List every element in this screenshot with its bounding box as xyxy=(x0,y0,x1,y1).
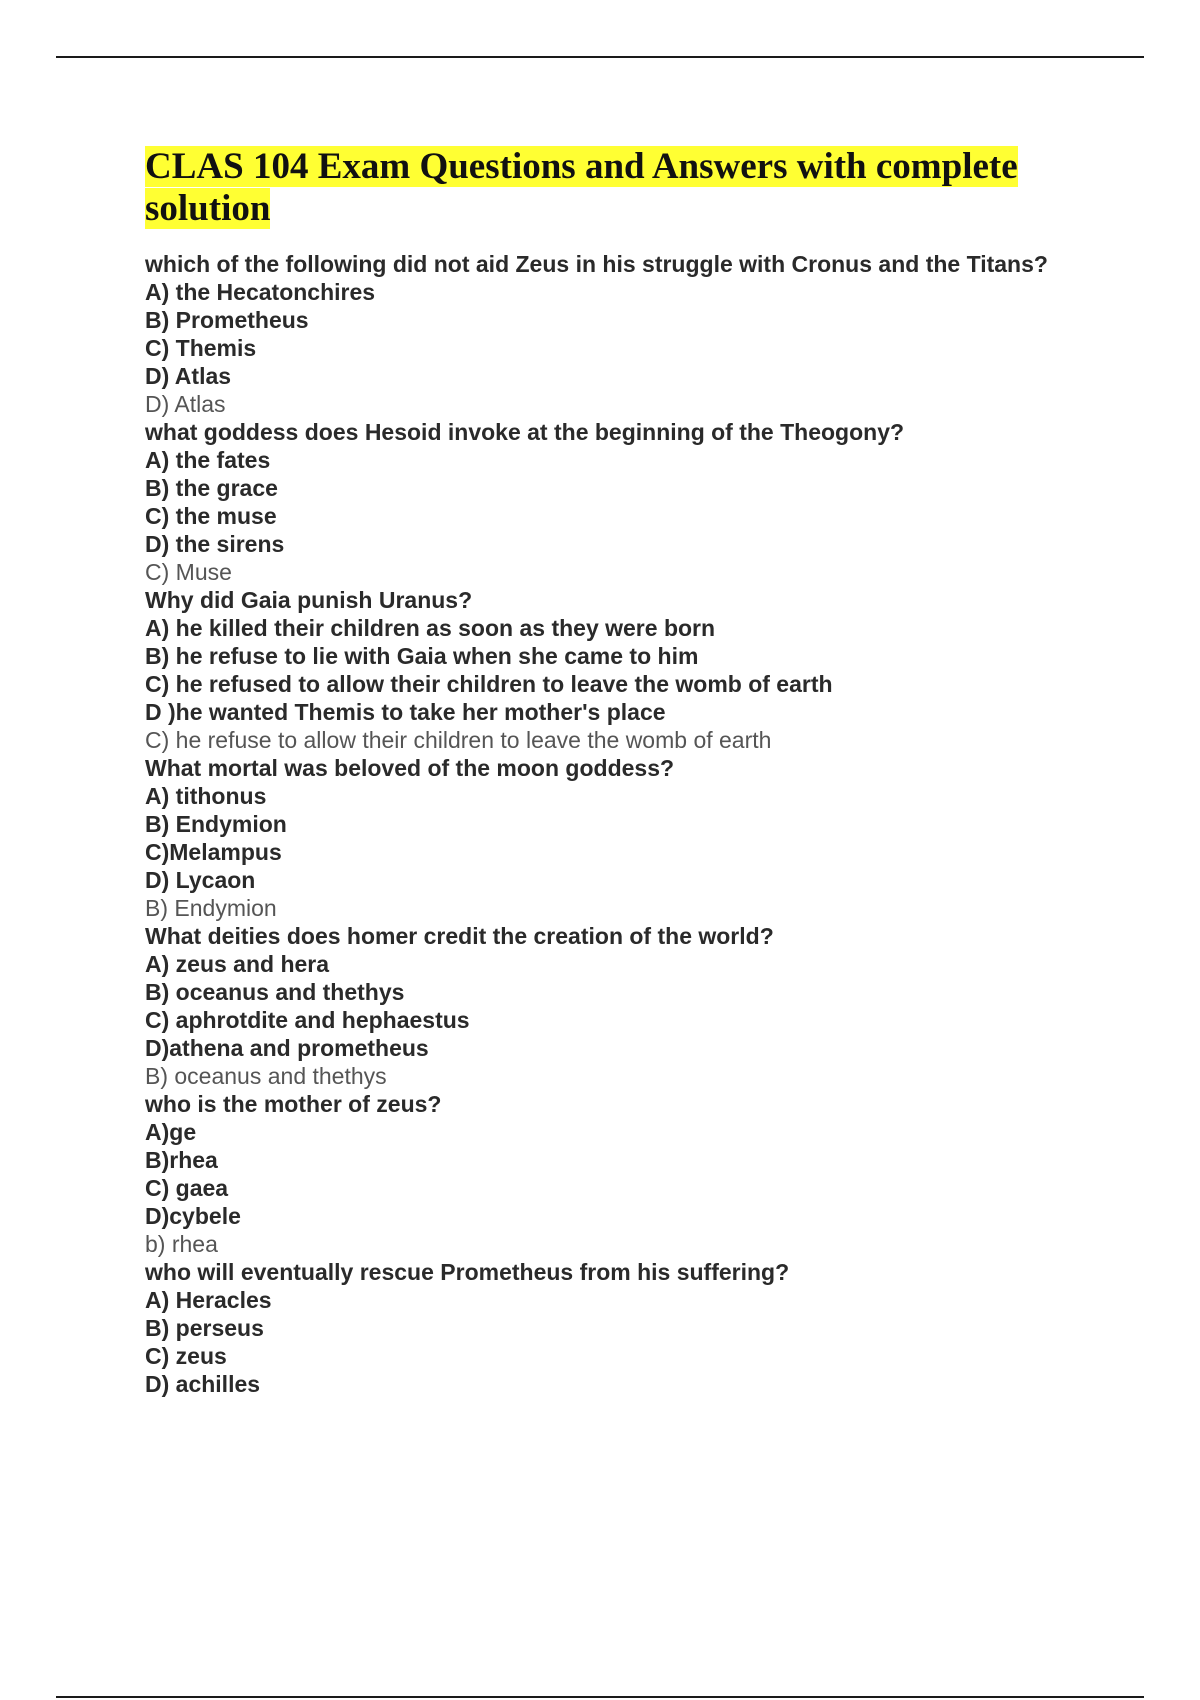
question-text: who will eventually rescue Prometheus from his suffering? xyxy=(145,1259,790,1285)
question-block xyxy=(145,250,1065,418)
question-block xyxy=(145,418,1065,586)
title-highlight: CLAS 104 Exam Questions and Answers with complete solution xyxy=(145,146,1018,229)
question-text: what goddess does Hesoid invoke at the beginning of the Theogony? xyxy=(145,419,905,445)
answer-option: D) the sirens xyxy=(145,531,285,557)
answer-option: A) the Hecatonchires xyxy=(145,279,376,305)
answer-option: B) Endymion xyxy=(145,811,287,837)
answer-option: D) Lycaon xyxy=(145,867,256,893)
answer-option: B) he refuse to lie with Gaia when she came to him xyxy=(145,643,699,669)
answer-option: C) gaea xyxy=(145,1175,229,1201)
answer-option: A) tithonus xyxy=(145,783,267,809)
answer-option: D )he wanted Themis to take her mother's place xyxy=(145,699,666,725)
answer-option: C) aphrotdite and hephaestus xyxy=(145,1007,470,1033)
answer-option: A)ge xyxy=(145,1119,197,1145)
question-list xyxy=(145,250,1065,1398)
question-text: What deities does homer credit the creation of the world? xyxy=(145,923,774,949)
question-block xyxy=(145,754,1065,922)
answer-option: C) he refused to allow their children to leave the womb of earth xyxy=(145,671,833,697)
answer-option: C)Melampus xyxy=(145,839,282,865)
answer-option: C) Themis xyxy=(145,335,257,361)
answer-option: C) zeus xyxy=(145,1343,227,1369)
correct-answer: B) oceanus and thethys xyxy=(145,1063,387,1089)
answer-option: A) the fates xyxy=(145,447,271,473)
answer-option: D)athena and prometheus xyxy=(145,1035,429,1061)
answer-option: B) oceanus and thethys xyxy=(145,979,405,1005)
answer-option: B) Prometheus xyxy=(145,307,309,333)
bottom-rule xyxy=(56,1696,1144,1698)
answer-option: A) zeus and hera xyxy=(145,951,330,977)
question-text: who is the mother of zeus? xyxy=(145,1091,442,1117)
question-text: Why did Gaia punish Uranus? xyxy=(145,587,473,613)
answer-option: D)cybele xyxy=(145,1203,241,1229)
question-block xyxy=(145,1090,1065,1258)
correct-answer: C) he refuse to allow their children to leave the womb of earth xyxy=(145,727,772,753)
correct-answer: B) Endymion xyxy=(145,895,277,921)
answer-option: D) achilles xyxy=(145,1371,261,1397)
question-block xyxy=(145,922,1065,1090)
answer-option: B) the grace xyxy=(145,475,278,501)
answer-option: C) the muse xyxy=(145,503,277,529)
answer-option: D) Atlas xyxy=(145,363,232,389)
document-body xyxy=(145,146,1065,1398)
answer-option: B) perseus xyxy=(145,1315,264,1341)
answer-option: B)rhea xyxy=(145,1147,218,1173)
document-title xyxy=(145,146,1065,230)
answer-option: A) he killed their children as soon as they were born xyxy=(145,615,716,641)
top-rule xyxy=(56,56,1144,58)
question-block xyxy=(145,1258,1065,1398)
answer-option: A) Heracles xyxy=(145,1287,272,1313)
question-block xyxy=(145,586,1065,754)
correct-answer: D) Atlas xyxy=(145,391,226,417)
correct-answer: C) Muse xyxy=(145,559,232,585)
question-text: which of the following did not aid Zeus in his struggle with Cronus and the Titans? xyxy=(145,251,1048,277)
correct-answer: b) rhea xyxy=(145,1231,218,1257)
question-text: What mortal was beloved of the moon goddess? xyxy=(145,755,675,781)
